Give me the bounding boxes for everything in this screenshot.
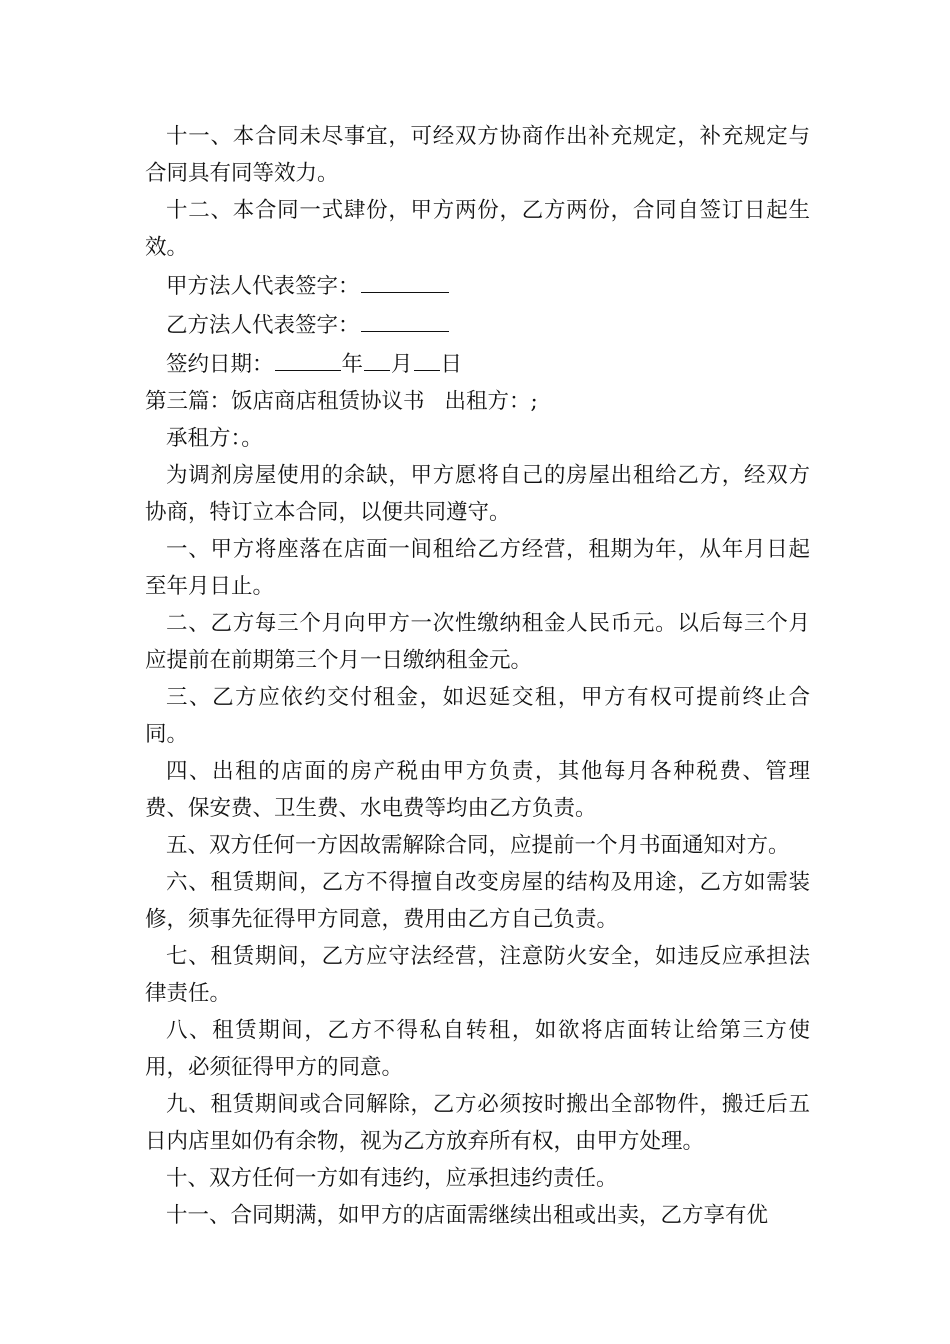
section-title: 第三篇：饭店商店租赁协议书	[145, 389, 425, 414]
month-label: 月	[391, 352, 413, 377]
clause-paragraph: 三、乙方应依约交付租金，如迟延交租，甲方有权可提前终止合同。	[145, 685, 810, 747]
party-a-signature-line	[145, 266, 810, 305]
clause-paragraph: 十一、本合同未尽事宜，可经双方协商作出补充规定，补充规定与合同具有同等效力。	[145, 124, 810, 186]
party-a-signature-label: 甲方法人代表签字：	[166, 274, 360, 299]
party-b-signature-line	[145, 305, 810, 344]
clause-paragraph: 五、双方任何一方因故需解除合同，应提前一个月书面通知对方。	[166, 833, 790, 858]
day-blank	[414, 344, 440, 371]
clause-paragraph: 十一、合同期满，如甲方的店面需继续出租或出卖，乙方享有优	[166, 1203, 769, 1228]
year-blank	[275, 344, 341, 371]
document-page	[145, 118, 810, 1234]
party-a-signature-blank	[361, 266, 449, 293]
year-label: 年	[341, 352, 364, 377]
signing-date-line	[145, 344, 810, 383]
day-label: 日	[440, 352, 463, 377]
clause-paragraph: 十二、本合同一式肆份，甲方两份，乙方两份，合同自签订日起生效。	[145, 198, 810, 260]
clause-paragraph: 十、双方任何一方如有违约，应承担违约责任。	[166, 1166, 618, 1191]
section-heading-line	[145, 383, 810, 420]
clause-paragraph: 一、甲方将座落在店面一间租给乙方经营，租期为年，从年月日起至年月日止。	[145, 537, 810, 599]
month-blank	[364, 344, 390, 371]
clause-paragraph: 七、租赁期间，乙方应守法经营，注意防火安全，如违反应承担法律责任。	[145, 944, 810, 1006]
lessor-label: 出租方：;	[444, 389, 538, 414]
clause-paragraph: 八、租赁期间，乙方不得私自转租，如欲将店面转让给第三方使用，必须征得甲方的同意。	[145, 1018, 810, 1080]
signing-date-label: 签约日期：	[166, 352, 274, 377]
clause-paragraph: 九、租赁期间或合同解除，乙方必须按时搬出全部物件，搬迁后五日内店里如仍有余物，视为乙方放弃所有权，由甲方处理。	[145, 1092, 810, 1154]
preamble-paragraph: 为调剂房屋使用的余缺，甲方愿将自己的房屋出租给乙方，经双方协商，特订立本合同，以便共同遵守。	[145, 463, 810, 525]
clause-paragraph: 六、租赁期间，乙方不得擅自改变房屋的结构及用途，乙方如需装修，须事先征得甲方同意，费用由乙方自己负责。	[145, 870, 810, 932]
lessee-label: 承租方：。	[166, 426, 263, 451]
clause-paragraph: 四、出租的店面的房产税由甲方负责，其他每月各种税费、管理费、保安费、卫生费、水电费等均由乙方负责。	[145, 759, 810, 821]
party-b-signature-label: 乙方法人代表签字：	[166, 313, 360, 338]
party-b-signature-blank	[361, 305, 449, 332]
clause-paragraph: 二、乙方每三个月向甲方一次性缴纳租金人民币元。以后每三个月应提前在前期第三个月一日缴纳租金元。	[145, 611, 810, 673]
